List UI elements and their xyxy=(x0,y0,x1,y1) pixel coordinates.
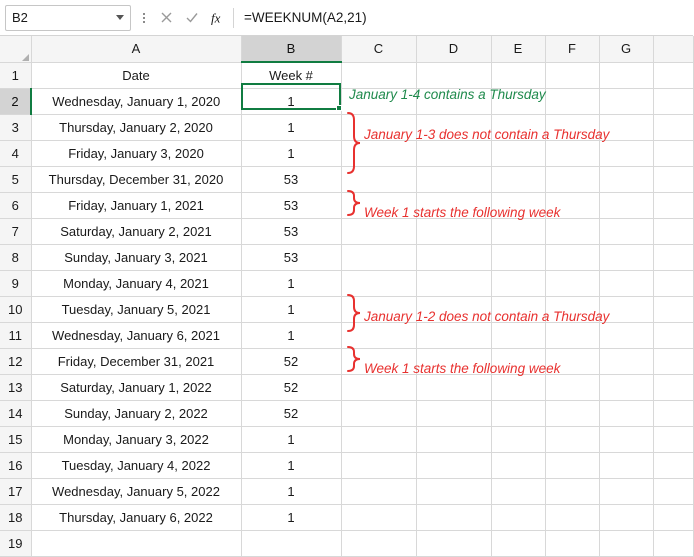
name-box[interactable] xyxy=(5,5,131,31)
cell-c1[interactable] xyxy=(341,62,416,88)
table-row xyxy=(0,166,693,192)
table-row xyxy=(0,478,693,504)
cell-c13[interactable] xyxy=(341,374,416,400)
fx-icon[interactable] xyxy=(205,5,231,31)
svg-text:fx: fx xyxy=(211,10,221,25)
cell-e7[interactable] xyxy=(491,218,545,244)
row-header-4[interactable]: 4 xyxy=(0,140,31,166)
cell-a18[interactable]: Thursday, January 6, 2022 xyxy=(31,504,241,530)
cell-a7[interactable]: Saturday, January 2, 2021 xyxy=(31,218,241,244)
cell-b11[interactable]: 1 xyxy=(241,322,341,348)
cell-c14[interactable] xyxy=(341,400,416,426)
cell-overflow-14[interactable] xyxy=(653,400,693,426)
cell-c5[interactable] xyxy=(341,166,416,192)
close-icon[interactable] xyxy=(153,5,179,31)
cell-d17[interactable] xyxy=(416,478,491,504)
cell-b19[interactable] xyxy=(241,530,341,556)
formula-input[interactable]: =WEEKNUM(A2,21) xyxy=(244,10,367,25)
cell-d14[interactable] xyxy=(416,400,491,426)
table-row xyxy=(0,322,693,348)
cell-g6[interactable] xyxy=(599,192,653,218)
cell-f15[interactable] xyxy=(545,426,599,452)
table-row xyxy=(0,192,693,218)
table-row xyxy=(0,452,693,478)
cell-b15[interactable]: 1 xyxy=(241,426,341,452)
row-header-19[interactable]: 19 xyxy=(0,530,31,556)
cell-b18[interactable]: 1 xyxy=(241,504,341,530)
cell-overflow-8[interactable] xyxy=(653,244,693,270)
annotation-week1-following-2022: Week 1 starts the following week xyxy=(364,361,561,376)
cell-b10[interactable]: 1 xyxy=(241,296,341,322)
cell-e1[interactable] xyxy=(491,62,545,88)
check-icon[interactable] xyxy=(179,5,205,31)
cell-d4[interactable] xyxy=(416,140,491,166)
sheet-grid[interactable] xyxy=(0,36,693,551)
cell-g1[interactable] xyxy=(599,62,653,88)
cell-b14[interactable]: 52 xyxy=(241,400,341,426)
formula-bar-divider xyxy=(233,8,234,28)
name-box-value: B2 xyxy=(12,10,28,25)
table-row xyxy=(0,140,693,166)
row-header-1[interactable]: 1 xyxy=(0,62,31,88)
cell-b13[interactable]: 52 xyxy=(241,374,341,400)
cell-d7[interactable] xyxy=(416,218,491,244)
cell-d18[interactable] xyxy=(416,504,491,530)
cell-e13[interactable] xyxy=(491,374,545,400)
select-all-corner[interactable] xyxy=(0,36,31,62)
cell-overflow-2[interactable] xyxy=(653,88,693,114)
cell-d19[interactable] xyxy=(416,530,491,556)
cell-d9[interactable] xyxy=(416,270,491,296)
cell-a2[interactable]: Wednesday, January 1, 2020 xyxy=(31,88,241,114)
cell-b3[interactable]: 1 xyxy=(241,114,341,140)
cell-b16[interactable]: 1 xyxy=(241,452,341,478)
cell-a8[interactable]: Sunday, January 3, 2021 xyxy=(31,244,241,270)
cell-f1[interactable] xyxy=(545,62,599,88)
cell-e9[interactable] xyxy=(491,270,545,296)
cell-a6[interactable]: Friday, January 1, 2021 xyxy=(31,192,241,218)
row-header-13[interactable]: 13 xyxy=(0,374,31,400)
cell-overflow-17[interactable] xyxy=(653,478,693,504)
table-row xyxy=(0,218,693,244)
cell-g7[interactable] xyxy=(599,218,653,244)
cell-f2[interactable] xyxy=(545,88,599,114)
cell-a14[interactable]: Sunday, January 2, 2022 xyxy=(31,400,241,426)
cell-g2[interactable] xyxy=(599,88,653,114)
cell-c16[interactable] xyxy=(341,452,416,478)
cell-e5[interactable] xyxy=(491,166,545,192)
cell-g8[interactable] xyxy=(599,244,653,270)
cell-b5[interactable]: 53 xyxy=(241,166,341,192)
column-header-b[interactable]: B xyxy=(241,36,341,62)
cell-e4[interactable] xyxy=(491,140,545,166)
cell-g17[interactable] xyxy=(599,478,653,504)
cell-e14[interactable] xyxy=(491,400,545,426)
cell-f16[interactable] xyxy=(545,452,599,478)
annotation-no-thursday-2022: January 1-2 does not contain a Thursday xyxy=(364,309,610,324)
cell-g4[interactable] xyxy=(599,140,653,166)
cell-overflow-4[interactable] xyxy=(653,140,693,166)
cell-f4[interactable] xyxy=(545,140,599,166)
cell-c11[interactable] xyxy=(341,322,416,348)
column-header-g[interactable]: G xyxy=(599,36,653,62)
column-header-d[interactable]: D xyxy=(416,36,491,62)
cell-e18[interactable] xyxy=(491,504,545,530)
row-header-17[interactable]: 17 xyxy=(0,478,31,504)
cell-f9[interactable] xyxy=(545,270,599,296)
cell-f14[interactable] xyxy=(545,400,599,426)
cell-c18[interactable] xyxy=(341,504,416,530)
table-row xyxy=(0,270,693,296)
cell-c19[interactable] xyxy=(341,530,416,556)
annotation-week1-following-2021: Week 1 starts the following week xyxy=(364,205,561,220)
cell-g5[interactable] xyxy=(599,166,653,192)
cell-d1[interactable] xyxy=(416,62,491,88)
cell-a4[interactable]: Friday, January 3, 2020 xyxy=(31,140,241,166)
cell-c17[interactable] xyxy=(341,478,416,504)
cell-g13[interactable] xyxy=(599,374,653,400)
cell-f18[interactable] xyxy=(545,504,599,530)
cell-a17[interactable]: Wednesday, January 5, 2022 xyxy=(31,478,241,504)
cell-d13[interactable] xyxy=(416,374,491,400)
cell-overflow-12[interactable] xyxy=(653,348,693,374)
cell-overflow-13[interactable] xyxy=(653,374,693,400)
cell-e15[interactable] xyxy=(491,426,545,452)
cell-f17[interactable] xyxy=(545,478,599,504)
cell-a11[interactable]: Wednesday, January 6, 2021 xyxy=(31,322,241,348)
row-header-16[interactable]: 16 xyxy=(0,452,31,478)
cell-d5[interactable] xyxy=(416,166,491,192)
cell-b2[interactable]: 1 xyxy=(241,88,341,114)
table-row xyxy=(0,348,693,374)
cell-f5[interactable] xyxy=(545,166,599,192)
cell-b7[interactable]: 53 xyxy=(241,218,341,244)
cell-overflow-16[interactable] xyxy=(653,452,693,478)
cell-g18[interactable] xyxy=(599,504,653,530)
cell-f13[interactable] xyxy=(545,374,599,400)
sheet-table xyxy=(0,36,694,557)
column-header-a[interactable]: A xyxy=(31,36,241,62)
cell-a10[interactable]: Tuesday, January 5, 2021 xyxy=(31,296,241,322)
cell-c7[interactable] xyxy=(341,218,416,244)
cell-a19[interactable] xyxy=(31,530,241,556)
cell-a9[interactable]: Monday, January 4, 2021 xyxy=(31,270,241,296)
cell-g9[interactable] xyxy=(599,270,653,296)
cell-e19[interactable] xyxy=(491,530,545,556)
cell-f11[interactable] xyxy=(545,322,599,348)
cell-overflow-19[interactable] xyxy=(653,530,693,556)
column-header-e[interactable]: E xyxy=(491,36,545,62)
formula-bar xyxy=(0,0,693,36)
row-header-5[interactable]: 5 xyxy=(0,166,31,192)
cell-overflow-1[interactable] xyxy=(653,62,693,88)
row-header-18[interactable]: 18 xyxy=(0,504,31,530)
chevron-down-icon[interactable] xyxy=(116,15,124,20)
cell-overflow-11[interactable] xyxy=(653,322,693,348)
cell-overflow-18[interactable] xyxy=(653,504,693,530)
cell-g14[interactable] xyxy=(599,400,653,426)
cell-a12[interactable]: Friday, December 31, 2021 xyxy=(31,348,241,374)
cell-a3[interactable]: Thursday, January 2, 2020 xyxy=(31,114,241,140)
cell-g11[interactable] xyxy=(599,322,653,348)
cell-e11[interactable] xyxy=(491,322,545,348)
cell-b6[interactable]: 53 xyxy=(241,192,341,218)
cell-c4[interactable] xyxy=(341,140,416,166)
column-header-row xyxy=(0,36,693,62)
cell-g19[interactable] xyxy=(599,530,653,556)
annotation-thursday-2020: January 1-4 contains a Thursday xyxy=(349,87,546,102)
cell-overflow-9[interactable] xyxy=(653,270,693,296)
cell-overflow-5[interactable] xyxy=(653,166,693,192)
cell-e17[interactable] xyxy=(491,478,545,504)
column-header-c[interactable]: C xyxy=(341,36,416,62)
cell-c8[interactable] xyxy=(341,244,416,270)
row-header-11[interactable]: 11 xyxy=(0,322,31,348)
cell-c9[interactable] xyxy=(341,270,416,296)
table-row xyxy=(0,88,693,114)
cell-overflow-10[interactable] xyxy=(653,296,693,322)
cell-a16[interactable]: Tuesday, January 4, 2022 xyxy=(31,452,241,478)
row-header-12[interactable]: 12 xyxy=(0,348,31,374)
cell-f8[interactable] xyxy=(545,244,599,270)
cell-b9[interactable]: 1 xyxy=(241,270,341,296)
table-row xyxy=(0,426,693,452)
cell-d15[interactable] xyxy=(416,426,491,452)
cell-f7[interactable] xyxy=(545,218,599,244)
cell-b4[interactable]: 1 xyxy=(241,140,341,166)
cell-a5[interactable]: Thursday, December 31, 2020 xyxy=(31,166,241,192)
column-header-overflow xyxy=(653,36,693,62)
row-header-2[interactable]: 2 xyxy=(0,88,31,114)
cell-overflow-3[interactable] xyxy=(653,114,693,140)
more-options-icon[interactable] xyxy=(135,5,153,31)
cell-b12[interactable]: 52 xyxy=(241,348,341,374)
cell-d16[interactable] xyxy=(416,452,491,478)
row-header-6[interactable]: 6 xyxy=(0,192,31,218)
cell-e16[interactable] xyxy=(491,452,545,478)
cell-g16[interactable] xyxy=(599,452,653,478)
table-row xyxy=(0,504,693,530)
table-row xyxy=(0,62,693,88)
row-header-8[interactable]: 8 xyxy=(0,244,31,270)
cell-overflow-15[interactable] xyxy=(653,426,693,452)
table-row xyxy=(0,400,693,426)
cell-b1[interactable]: Week # xyxy=(241,62,341,88)
table-row xyxy=(0,530,693,556)
cell-a13[interactable]: Saturday, January 1, 2022 xyxy=(31,374,241,400)
cell-a15[interactable]: Monday, January 3, 2022 xyxy=(31,426,241,452)
table-row xyxy=(0,244,693,270)
cell-g15[interactable] xyxy=(599,426,653,452)
cell-g12[interactable] xyxy=(599,348,653,374)
cell-d11[interactable] xyxy=(416,322,491,348)
row-header-3[interactable]: 3 xyxy=(0,114,31,140)
row-header-10[interactable]: 10 xyxy=(0,296,31,322)
cell-b8[interactable]: 53 xyxy=(241,244,341,270)
row-header-7[interactable]: 7 xyxy=(0,218,31,244)
table-row xyxy=(0,374,693,400)
row-header-15[interactable]: 15 xyxy=(0,426,31,452)
cell-b17[interactable]: 1 xyxy=(241,478,341,504)
cell-a1[interactable]: Date xyxy=(31,62,241,88)
cell-overflow-7[interactable] xyxy=(653,218,693,244)
row-header-9[interactable]: 9 xyxy=(0,270,31,296)
cell-overflow-6[interactable] xyxy=(653,192,693,218)
column-header-f[interactable]: F xyxy=(545,36,599,62)
cell-e8[interactable] xyxy=(491,244,545,270)
annotation-no-thursday-2021: January 1-3 does not contain a Thursday xyxy=(364,127,610,142)
cell-d8[interactable] xyxy=(416,244,491,270)
cell-c15[interactable] xyxy=(341,426,416,452)
row-header-14[interactable]: 14 xyxy=(0,400,31,426)
cell-f19[interactable] xyxy=(545,530,599,556)
